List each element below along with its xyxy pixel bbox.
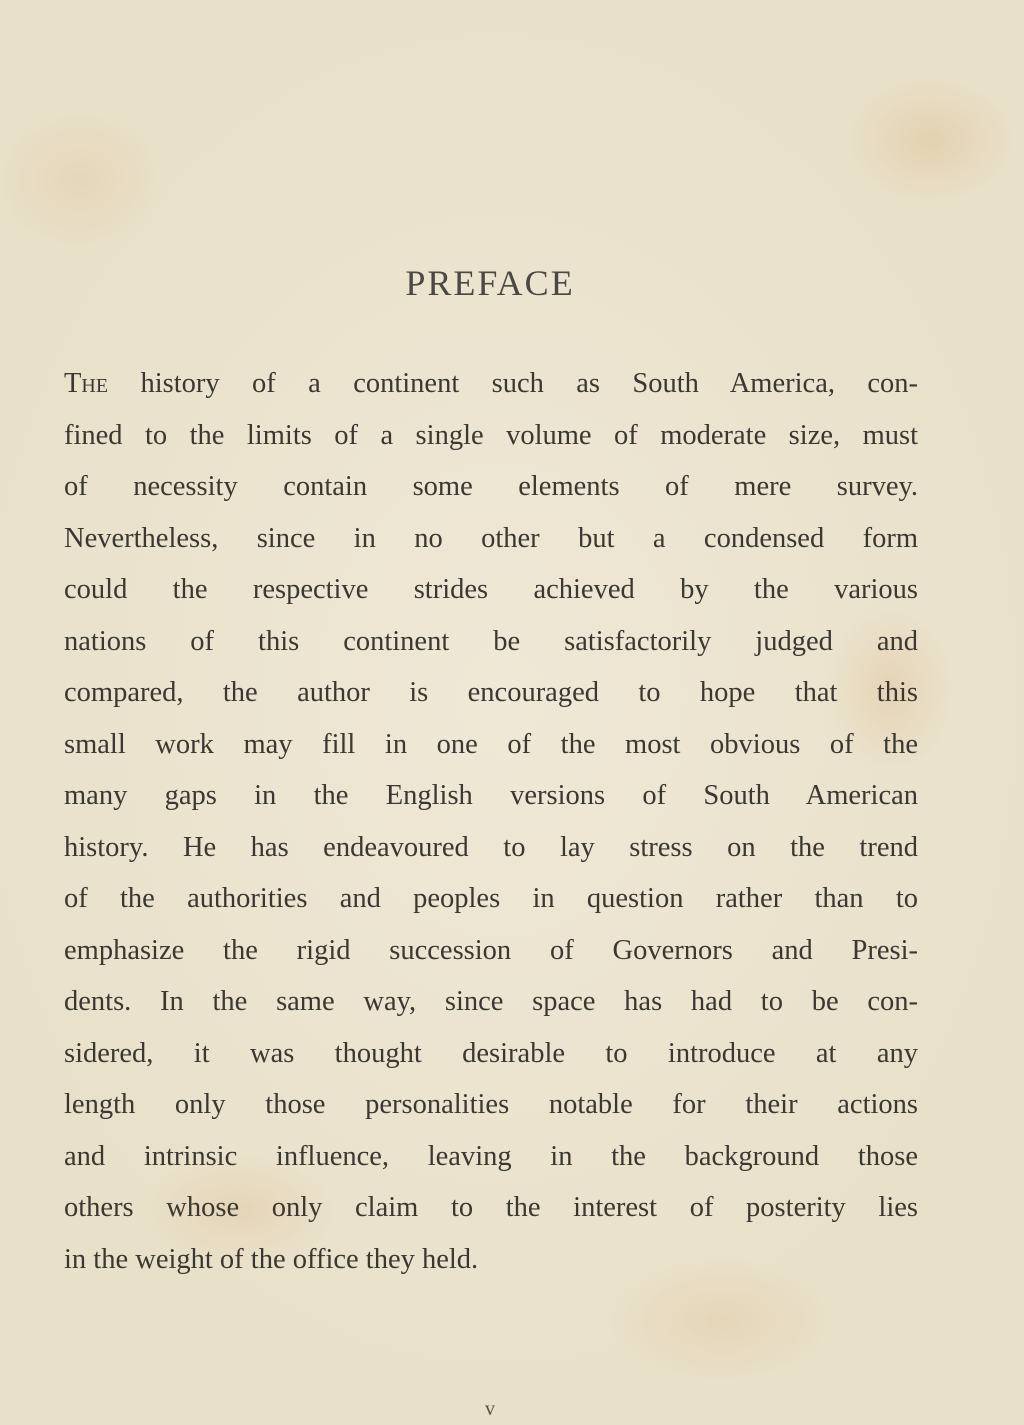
paragraph-line: and intrinsic influence, leaving in the background those [64,1140,918,1172]
line-text: history of a continent such as South America, con- [108,368,918,399]
paragraph-line: Nevertheless, since in no other but a condensed form [64,522,918,554]
paragraph-line [64,358,918,410]
paragraph-line: could the respective strides achieved by the various [64,574,918,605]
paragraph-line: history. He has endeavoured to lay stress on the trend [64,831,918,863]
page-number: v [485,1398,495,1420]
paragraph-line: nations of this continent be satisfactorily judged and [64,625,918,657]
paragraph-line: in the weight of the office they held. [64,1243,479,1275]
paragraph-line: many gaps in the English versions of South American [64,780,918,811]
paragraph-line: length only those personalities notable for their actions [64,1089,918,1120]
paragraph-line: sidered, it was thought desirable to introduce at any [64,1037,918,1069]
paragraph-line: dents. In the same way, since space has had to be con- [64,986,918,1017]
paragraph-line: of necessity contain some elements of mere survey. [64,471,918,502]
page-title: PREFACE [405,263,575,303]
paragraph-line: small work may fill in one of the most obvious of the [64,728,918,760]
paragraph-line: fined to the limits of a single volume of moderate size, must [64,419,918,451]
paragraph-line: compared, the author is encouraged to hope that this [64,677,918,708]
paragraph-line: emphasize the rigid succession of Governors and Presi- [64,934,918,966]
paragraph-line: of the authorities and peoples in question rather than to [64,883,918,914]
preface-paragraph [64,358,918,1285]
paragraph-line: others whose only claim to the interest of posterity lies [64,1192,918,1223]
lead-word: The [64,368,109,399]
